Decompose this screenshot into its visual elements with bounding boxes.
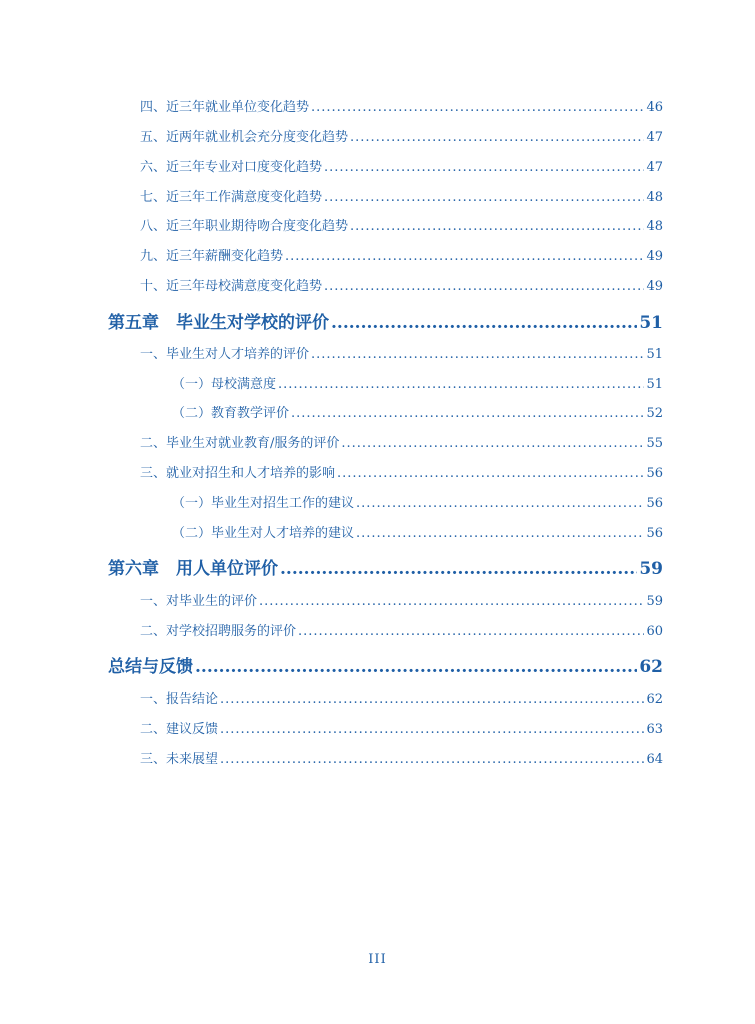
toc-entry[interactable] [140, 718, 663, 737]
toc-entry-page: 49 [646, 279, 663, 294]
toc-entry[interactable] [140, 96, 663, 115]
toc-entry-page: 47 [646, 130, 663, 145]
dot-leader [356, 526, 644, 541]
dot-leader [324, 160, 644, 175]
dot-leader [220, 722, 644, 737]
toc-entry-title: 八、近三年职业期待吻合度变化趋势 [140, 219, 349, 234]
toc-chapter-entry[interactable] [108, 652, 663, 677]
toc-entry-title: 二、毕业生对就业教育/服务的评价 [140, 436, 340, 451]
toc-chapter-entry[interactable] [108, 554, 663, 579]
toc-entry-page: 56 [646, 496, 663, 511]
toc-entry[interactable] [140, 126, 663, 145]
dot-leader [291, 406, 644, 421]
dot-leader [356, 496, 644, 511]
toc-entry-title: 六、近三年专业对口度变化趋势 [140, 160, 323, 175]
toc-entry-page: 48 [646, 219, 663, 234]
toc-entry-title: 四、近三年就业单位变化趋势 [140, 100, 310, 115]
dot-leader [311, 100, 644, 115]
toc-entry-title: 十、近三年母校满意度变化趋势 [140, 279, 323, 294]
toc-entry-title: 九、近三年薪酬变化趋势 [140, 249, 284, 264]
dot-leader [341, 436, 644, 451]
toc-entry-page: 49 [646, 249, 663, 264]
toc-subentry[interactable] [172, 373, 663, 392]
dot-leader [220, 692, 644, 707]
toc-entry-title: （一）母校满意度 [172, 377, 277, 392]
toc-entry-title: 二、建议反馈 [140, 722, 219, 737]
toc-entry-page: 64 [646, 752, 663, 767]
toc-entry-title: 第六章 用人单位评价 [108, 559, 278, 579]
toc-entry[interactable] [140, 432, 663, 451]
toc-subentry[interactable] [172, 522, 663, 541]
toc-entry-page: 51 [646, 377, 663, 392]
toc-entry[interactable] [140, 245, 663, 264]
toc-entry-page: 59 [646, 594, 663, 609]
dot-leader [278, 377, 644, 392]
toc-entry[interactable] [140, 343, 663, 362]
toc-entry-title: 一、报告结论 [140, 692, 219, 707]
toc-entry-page: 48 [646, 190, 663, 205]
toc-entry[interactable] [140, 748, 663, 767]
dot-leader [285, 249, 644, 264]
toc-entry[interactable] [140, 620, 663, 639]
toc-entry[interactable] [140, 186, 663, 205]
toc-entry-title: 总结与反馈 [108, 657, 193, 677]
toc-entry[interactable] [140, 688, 663, 707]
toc-entry-title: 五、近两年就业机会充分度变化趋势 [140, 130, 349, 145]
dot-leader [337, 466, 644, 481]
toc-subentry[interactable] [172, 402, 663, 421]
toc-entry-title: 一、毕业生对人才培养的评价 [140, 347, 310, 362]
toc-entry[interactable] [140, 462, 663, 481]
dot-leader [298, 624, 644, 639]
toc-entry-page: 51 [646, 347, 663, 362]
dot-leader [195, 657, 637, 677]
toc-entry-page: 63 [646, 722, 663, 737]
toc-entry-title: 一、对毕业生的评价 [140, 594, 258, 609]
toc-entry[interactable] [140, 215, 663, 234]
toc-entry-page: 62 [639, 657, 663, 677]
dot-leader [324, 190, 644, 205]
toc-entry-title: （一）毕业生对招生工作的建议 [172, 496, 355, 511]
dot-leader [350, 130, 644, 145]
toc-entry-title: 第五章 毕业生对学校的评价 [108, 313, 329, 333]
dot-leader [324, 279, 644, 294]
dot-leader [311, 347, 644, 362]
toc-entry-page: 60 [646, 624, 663, 639]
toc-entry-title: 三、就业对招生和人才培养的影响 [140, 466, 336, 481]
page-number: III [368, 952, 387, 967]
toc-entry-title: 二、对学校招聘服务的评价 [140, 624, 297, 639]
toc-entry-page: 47 [646, 160, 663, 175]
toc-chapter-entry[interactable] [108, 308, 663, 333]
dot-leader [259, 594, 644, 609]
toc-entry-page: 56 [646, 526, 663, 541]
toc-entry-page: 55 [646, 436, 663, 451]
toc-entry[interactable] [140, 156, 663, 175]
dot-leader [220, 752, 644, 767]
toc-entry-page: 51 [639, 313, 663, 333]
toc-entry-page: 56 [646, 466, 663, 481]
toc-entry-title: （二）毕业生对人才培养的建议 [172, 526, 355, 541]
toc-entry-page: 59 [639, 559, 663, 579]
toc-entry-page: 62 [646, 692, 663, 707]
toc-entry[interactable] [140, 590, 663, 609]
toc-entry-page: 52 [646, 406, 663, 421]
dot-leader [280, 559, 637, 579]
dot-leader [350, 219, 644, 234]
toc-entry-page: 46 [646, 100, 663, 115]
toc-entry-title: 七、近三年工作满意度变化趋势 [140, 190, 323, 205]
toc-entry-title: 三、未来展望 [140, 752, 219, 767]
toc-subentry[interactable] [172, 492, 663, 511]
dot-leader [331, 313, 637, 333]
toc-entry[interactable] [140, 275, 663, 294]
toc-entry-title: （二）教育教学评价 [172, 406, 290, 421]
